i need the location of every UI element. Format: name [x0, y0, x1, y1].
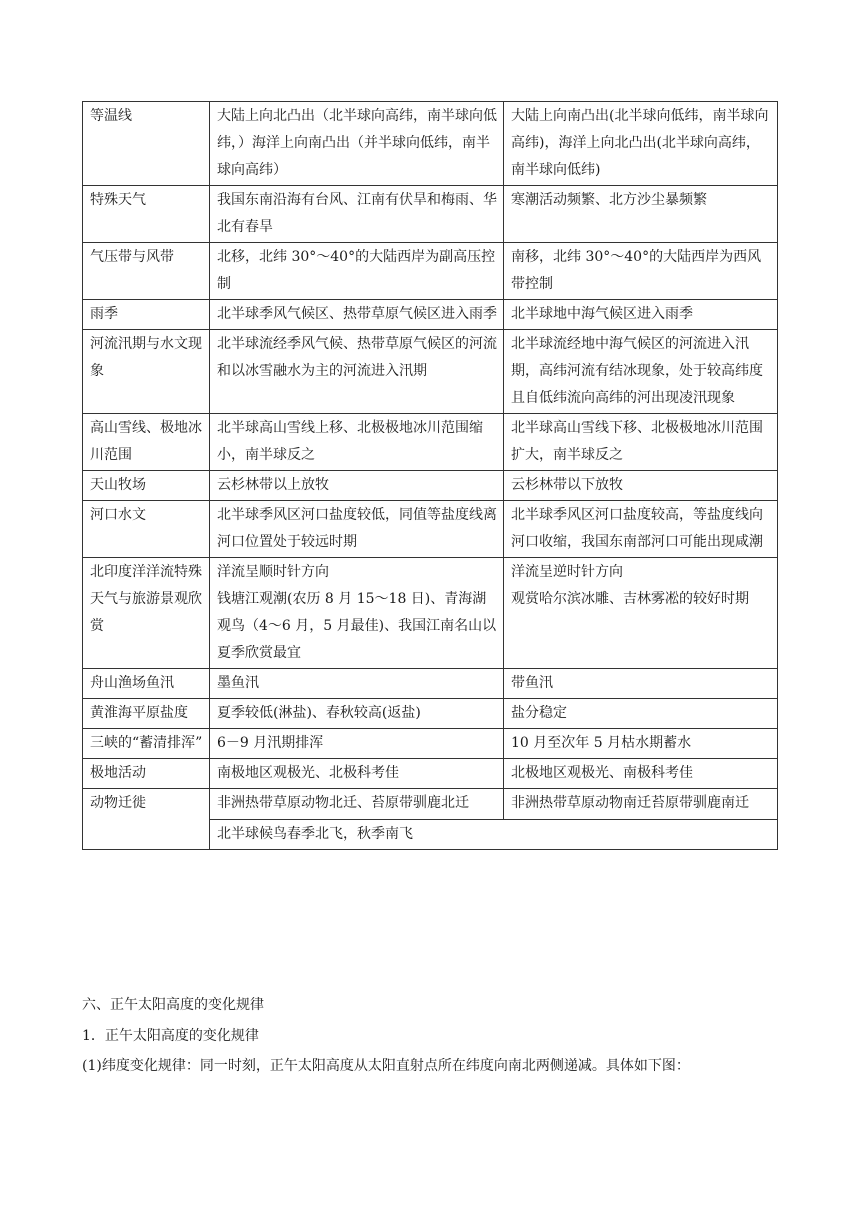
cell-col2: 大陆上向北凸出（北半球向高纬，南半球向低纬，）海洋上向南凸出（并半球向低纬，南半球向高纬） [210, 102, 504, 186]
row-label: 高山雪线、极地冰川范围 [83, 414, 210, 471]
cell-col2: 我国东南沿海有台风、江南有伏旱和梅雨、华北有春旱 [210, 186, 504, 243]
paragraph: (1)纬度变化规律：同一时刻，正午太阳高度从太阳直射点所在纬度向南北两侧递减。具体如下图： [82, 1058, 690, 1074]
cell-col3: 北半球季风区河口盐度较高，等盐度线向河口收缩，我国东南部河口可能出现咸潮 [504, 501, 778, 558]
table-row [83, 471, 778, 501]
cell-col3: 非洲热带草原动物南迁苔原带驯鹿南迁 [504, 789, 778, 820]
table-row [83, 669, 778, 699]
row-label: 特殊天气 [83, 186, 210, 243]
cell-col2: 非洲热带草原动物北迁、苔原带驯鹿北迁 [210, 789, 504, 820]
table-row [83, 300, 778, 330]
row-label: 舟山渔场鱼汛 [83, 669, 210, 699]
cell-col2: 北半球季风区河口盐度较低，同值等盐度线离河口位置处于较远时期 [210, 501, 504, 558]
row-label: 河口水文 [83, 501, 210, 558]
cell-col2: 北移，北纬 30°～40°的大陆西岸为副高压控制 [210, 243, 504, 300]
row-label: 极地活动 [83, 759, 210, 789]
table-row [83, 789, 778, 820]
tourism-text: 钱塘江观潮(农历 8 月 15～18 日)、青海湖观鸟（4～6 月，5 月最佳)、我国江南名山以夏季欣赏最宜 [217, 591, 497, 661]
cell-col3: 盐分稳定 [504, 699, 778, 729]
merged-cell: 北半球候鸟春季北飞，秋季南飞 [210, 819, 778, 850]
row-label: 雨季 [83, 300, 210, 330]
cell-col3: 云杉林带以下放牧 [504, 471, 778, 501]
table-row [83, 558, 778, 669]
cell-col3: 南移，北纬 30°～40°的大陆西岸为西风带控制 [504, 243, 778, 300]
cell-col3 [504, 558, 778, 669]
cell-col2: 云杉林带以上放牧 [210, 471, 504, 501]
row-label: 气压带与风带 [83, 243, 210, 300]
row-label: 等温线 [83, 102, 210, 186]
row-label: 三峡的“蓄清排浑” [83, 729, 210, 759]
cell-col3: 寒潮活动频繁、北方沙尘暴频繁 [504, 186, 778, 243]
table-row [83, 414, 778, 471]
cell-col3: 北半球流经地中海气候区的河流进入汛期，高纬河流有结冰现象，处于较高纬度且自低纬流向高纬的河出现凌汛现象 [504, 330, 778, 414]
cell-col2: 墨鱼汛 [210, 669, 504, 699]
row-label: 天山牧场 [83, 471, 210, 501]
cell-col2: 北半球高山雪线上移、北极极地冰川范围缩小，南半球反之 [210, 414, 504, 471]
ocean-current-text: 洋流呈逆时针方向 [511, 564, 623, 580]
cell-col3: 北半球高山雪线下移、北极极地冰川范围扩大，南半球反之 [504, 414, 778, 471]
table-row [83, 102, 778, 186]
table-row [83, 330, 778, 414]
cell-col3: 带鱼汛 [504, 669, 778, 699]
cell-col2 [210, 558, 504, 669]
row-label: 北印度洋洋流特殊天气与旅游景观欣赏 [83, 558, 210, 669]
seasonal-comparison-table [82, 101, 778, 850]
subheading: 1．正午太阳高度的变化规律 [82, 1028, 259, 1044]
cell-col2: 夏季较低(淋盐)、春秋较高(返盐) [210, 699, 504, 729]
row-label: 动物迁徙 [83, 789, 210, 850]
cell-col2: 6－9 月汛期排浑 [210, 729, 504, 759]
table-row [83, 759, 778, 789]
cell-col3: 北半球地中海气候区进入雨季 [504, 300, 778, 330]
table-row [83, 186, 778, 243]
cell-col3: 大陆上向南凸出(北半球向低纬，南半球向高纬)，海洋上向北凸出(北半球向高纬，南半球向低纬) [504, 102, 778, 186]
table-row [83, 699, 778, 729]
cell-col2: 南极地区观极光、北极科考佳 [210, 759, 504, 789]
cell-col3: 北极地区观极光、南极科考佳 [504, 759, 778, 789]
row-label: 黄淮海平原盐度 [83, 699, 210, 729]
tourism-text: 观赏哈尔滨冰雕、吉林雾凇的较好时期 [511, 591, 749, 607]
table-row [83, 729, 778, 759]
cell-col3: 10 月至次年 5 月枯水期蓄水 [504, 729, 778, 759]
cell-col2: 北半球季风气候区、热带草原气候区进入雨季 [210, 300, 504, 330]
row-label: 河流汛期与水文现象 [83, 330, 210, 414]
ocean-current-text: 洋流呈顺时针方向 [217, 564, 329, 580]
table-row [83, 243, 778, 300]
table-row [83, 501, 778, 558]
cell-col2: 北半球流经季风气候、热带草原气候区的河流和以冰雪融水为主的河流进入汛期 [210, 330, 504, 414]
section-heading: 六、正午太阳高度的变化规律 [82, 997, 264, 1013]
